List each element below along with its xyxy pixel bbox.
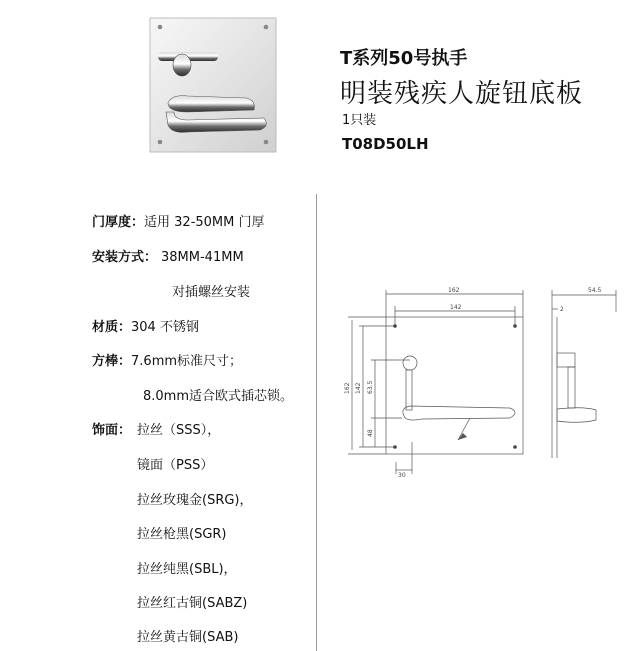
finish-item: 拉丝纯黑(SBL)， bbox=[137, 562, 237, 577]
install-label: 安装方式： bbox=[92, 250, 158, 265]
install-row bbox=[92, 246, 244, 265]
product-photo bbox=[128, 8, 286, 168]
pack-quantity: 1只装 bbox=[342, 113, 377, 128]
dim-hole-spacing: 142 bbox=[450, 304, 462, 311]
finish-item: 拉丝红古铜(SABZ) bbox=[137, 596, 248, 611]
model-number: T08D50LH bbox=[342, 135, 429, 153]
product-name: 明装残疾人旋钮底板 bbox=[340, 79, 584, 109]
spindle-value: 7.6mm标准尺寸； bbox=[131, 354, 243, 369]
material-value: 304 不锈钢 bbox=[131, 320, 199, 335]
finish-item: 镜面（PSS） bbox=[137, 458, 214, 473]
material-label: 材质： bbox=[92, 320, 132, 335]
dim-plate-thickness: 2 bbox=[560, 306, 564, 313]
dim-hole-height: 142 bbox=[355, 382, 362, 394]
dim-plate-width: 162 bbox=[448, 287, 460, 294]
door-thickness-label: 门厚度： bbox=[92, 215, 145, 230]
dim-projection: 54.5 bbox=[588, 287, 602, 294]
door-thickness-row bbox=[92, 211, 265, 230]
product-series: T系列50号执手 bbox=[340, 48, 468, 69]
spindle-note: 8.0mm适合欧式插芯锁。 bbox=[143, 389, 294, 404]
technical-drawing bbox=[330, 282, 625, 482]
spindle-label: 方棒： bbox=[92, 354, 132, 369]
spindle-row bbox=[92, 350, 242, 369]
finish-label: 饰面： bbox=[92, 423, 132, 438]
finish-item: 拉丝玫瑰金(SRG)， bbox=[137, 493, 253, 508]
column-divider bbox=[316, 194, 317, 651]
dim-plate-height: 162 bbox=[344, 382, 351, 394]
dim-handle-offset: 30 bbox=[398, 472, 406, 479]
finish-item: 拉丝（SSS）， bbox=[137, 423, 221, 438]
finish-item: 拉丝枪黑(SGR) bbox=[137, 527, 227, 542]
install-note: 对插螺丝安装 bbox=[172, 285, 251, 300]
door-thickness-value: 适用 32-50MM 门厚 bbox=[144, 215, 265, 230]
dim-knob-distance: 63.5 bbox=[367, 380, 374, 394]
dim-handle-height: 48 bbox=[367, 429, 374, 437]
install-value: 38MM-41MM bbox=[161, 250, 244, 265]
finish-item: 拉丝黄古铜(SAB) bbox=[137, 630, 239, 645]
material-row bbox=[92, 316, 199, 335]
